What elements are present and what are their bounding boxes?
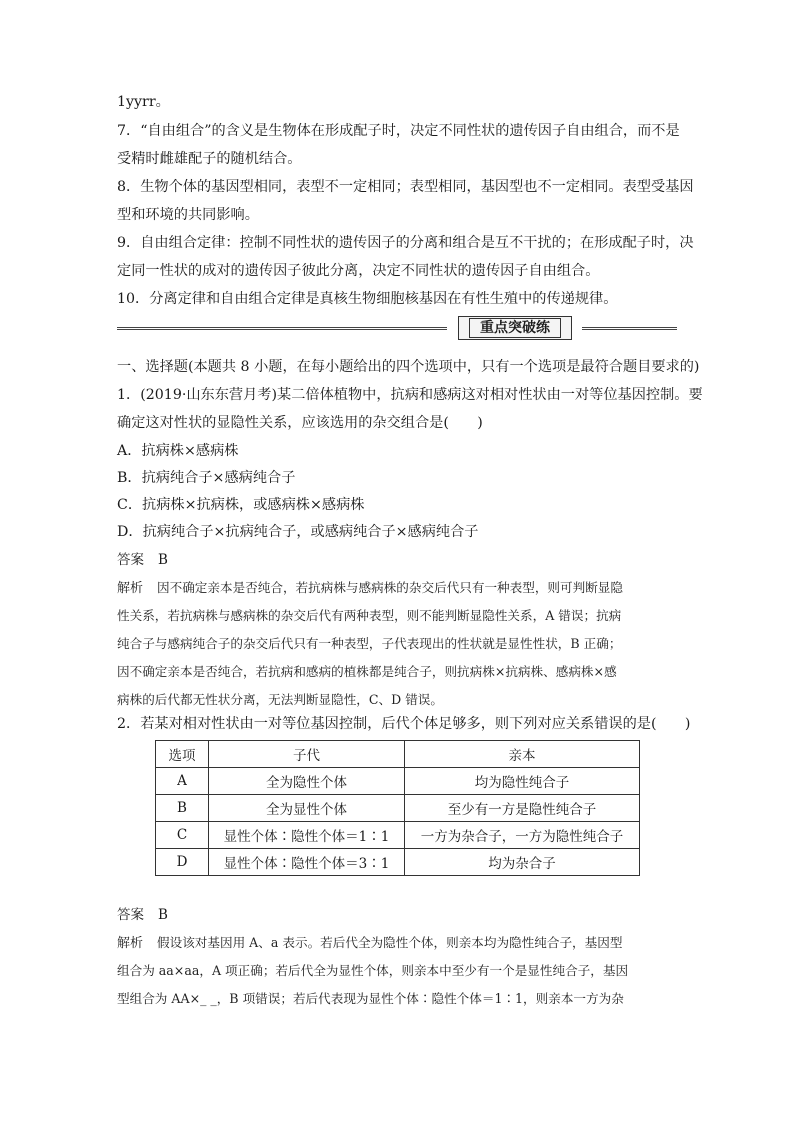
q1-analysis-line [117,578,623,599]
intro-line: 定同一性状的成对的遗传因子彼此分离，决定不同性状的遗传因子自由组合。 [117,263,600,279]
answer-value: B [158,907,168,923]
q2-table [155,740,640,876]
table-row [156,768,640,795]
analysis-text: 假设该对基因用 A、a 表示。若后代全为隐性个体，则亲本均为隐性纯合子，基因型 [157,935,623,950]
table-cell: 至少有一方是隐性纯合子 [405,795,640,822]
q1-option-b: B．抗病纯合子×感病纯合子 [117,470,296,486]
intro-line: 10．分离定律和自由组合定律是真核生物细胞核基因在有性生殖中的传递规律。 [117,291,618,307]
divider-left [117,327,447,330]
answer-value: B [158,552,168,568]
intro-line: 型和环境的共同影响。 [117,207,259,223]
table-row [156,849,640,876]
table-cell: D [156,849,209,876]
section-banner [117,316,677,340]
section-title-box [458,316,572,340]
table-cell: 全为隐性个体 [209,768,405,795]
section-intro: 一、选择题(本题共 8 小题，在每小题给出的四个选项中，只有一个选项是最符合题目要求的) [117,359,700,375]
intro-line: 7．“自由组合”的含义是生物体在形成配子时，决定不同性状的遗传因子自由组合，而不是 [117,123,680,139]
q1-analysis-line: 纯合子与感病纯合子的杂交后代只有一种表型，子代表现出的性状就是显性性状，B 正确； [117,636,622,651]
q2-stem: 2．若某对相对性状由一对等位基因控制，后代个体足够多，则下列对应关系错误的是( ) [117,716,691,732]
answer-label: 答案 [117,907,144,923]
table-cell: A [156,768,209,795]
q1-analysis-line: 性关系，若抗病株与感病株的杂交后代有两种表型，则不能判断显隐性关系，A 错误；抗病 [117,608,622,623]
intro-line: 8．生物个体的基因型相同，表型不一定相同；表型相同，基因型也不一定相同。表型受基因 [117,179,694,195]
table-header: 亲本 [405,741,640,768]
table-header: 子代 [209,741,405,768]
q1-analysis-line: 因不确定亲本是否纯合，若抗病和感病的植株都是纯合子，则抗病株×抗病株、感病株×感 [117,664,617,679]
q2-analysis-line: 组合为 aa×aa，A 项正确；若后代全为显性个体，则亲本中至少有一个是显性纯合子，基因 [117,963,629,978]
q1-stem: 确定这对性状的显隐性关系，应该选用的杂交组合是( ) [117,415,483,431]
q2-analysis-line: 型组合为 AA×_ _，B 项错误；若后代表现为显性个体∶隐性个体＝1∶1，则亲本一方为杂 [117,991,624,1006]
q1-option-d: D．抗病纯合子×抗病纯合子，或感病纯合子×感病纯合子 [117,524,479,540]
table-cell: 全为显性个体 [209,795,405,822]
intro-line: 1yyrr。 [117,94,170,110]
q1-option-a: A．抗病株×感病株 [117,443,239,459]
answer-label: 答案 [117,552,144,568]
q2-answer [117,905,168,925]
intro-line: 受精时雌雄配子的随机结合。 [117,151,302,167]
table-cell: 均为杂合子 [405,849,640,876]
analysis-label: 解析 [117,936,144,951]
q2-analysis-line [117,933,622,954]
table-row [156,822,640,849]
divider-right [582,327,677,330]
q1-analysis-line: 病株的后代都无性状分离，无法判断显隐性，C、D 错误。 [117,692,443,707]
analysis-label: 解析 [117,581,144,596]
table-row [156,795,640,822]
table-cell: 均为隐性纯合子 [405,768,640,795]
q1-stem: 1．(2019·山东东营月考)某二倍体植物中，抗病和感病这对相对性状由一对等位基因控制。要 [117,387,703,403]
intro-line: 9．自由组合定律：控制不同性状的遗传因子的分离和组合是互不干扰的；在形成配子时，决 [117,235,694,251]
table-header: 选项 [156,741,209,768]
table-cell: 显性个体∶隐性个体＝3∶1 [209,849,405,876]
table-cell: C [156,822,209,849]
q1-answer [117,550,168,570]
section-title: 重点突破练 [469,318,561,338]
table-cell: 显性个体∶隐性个体＝1∶1 [209,822,405,849]
table-cell: 一方为杂合子，一方为隐性纯合子 [405,822,640,849]
q1-option-c: C．抗病株×抗病株，或感病株×感病株 [117,497,365,513]
table-header-row [156,741,640,768]
analysis-text: 因不确定亲本是否纯合，若抗病株与感病株的杂交后代只有一种表型，则可判断显隐 [157,580,623,595]
table-cell: B [156,795,209,822]
